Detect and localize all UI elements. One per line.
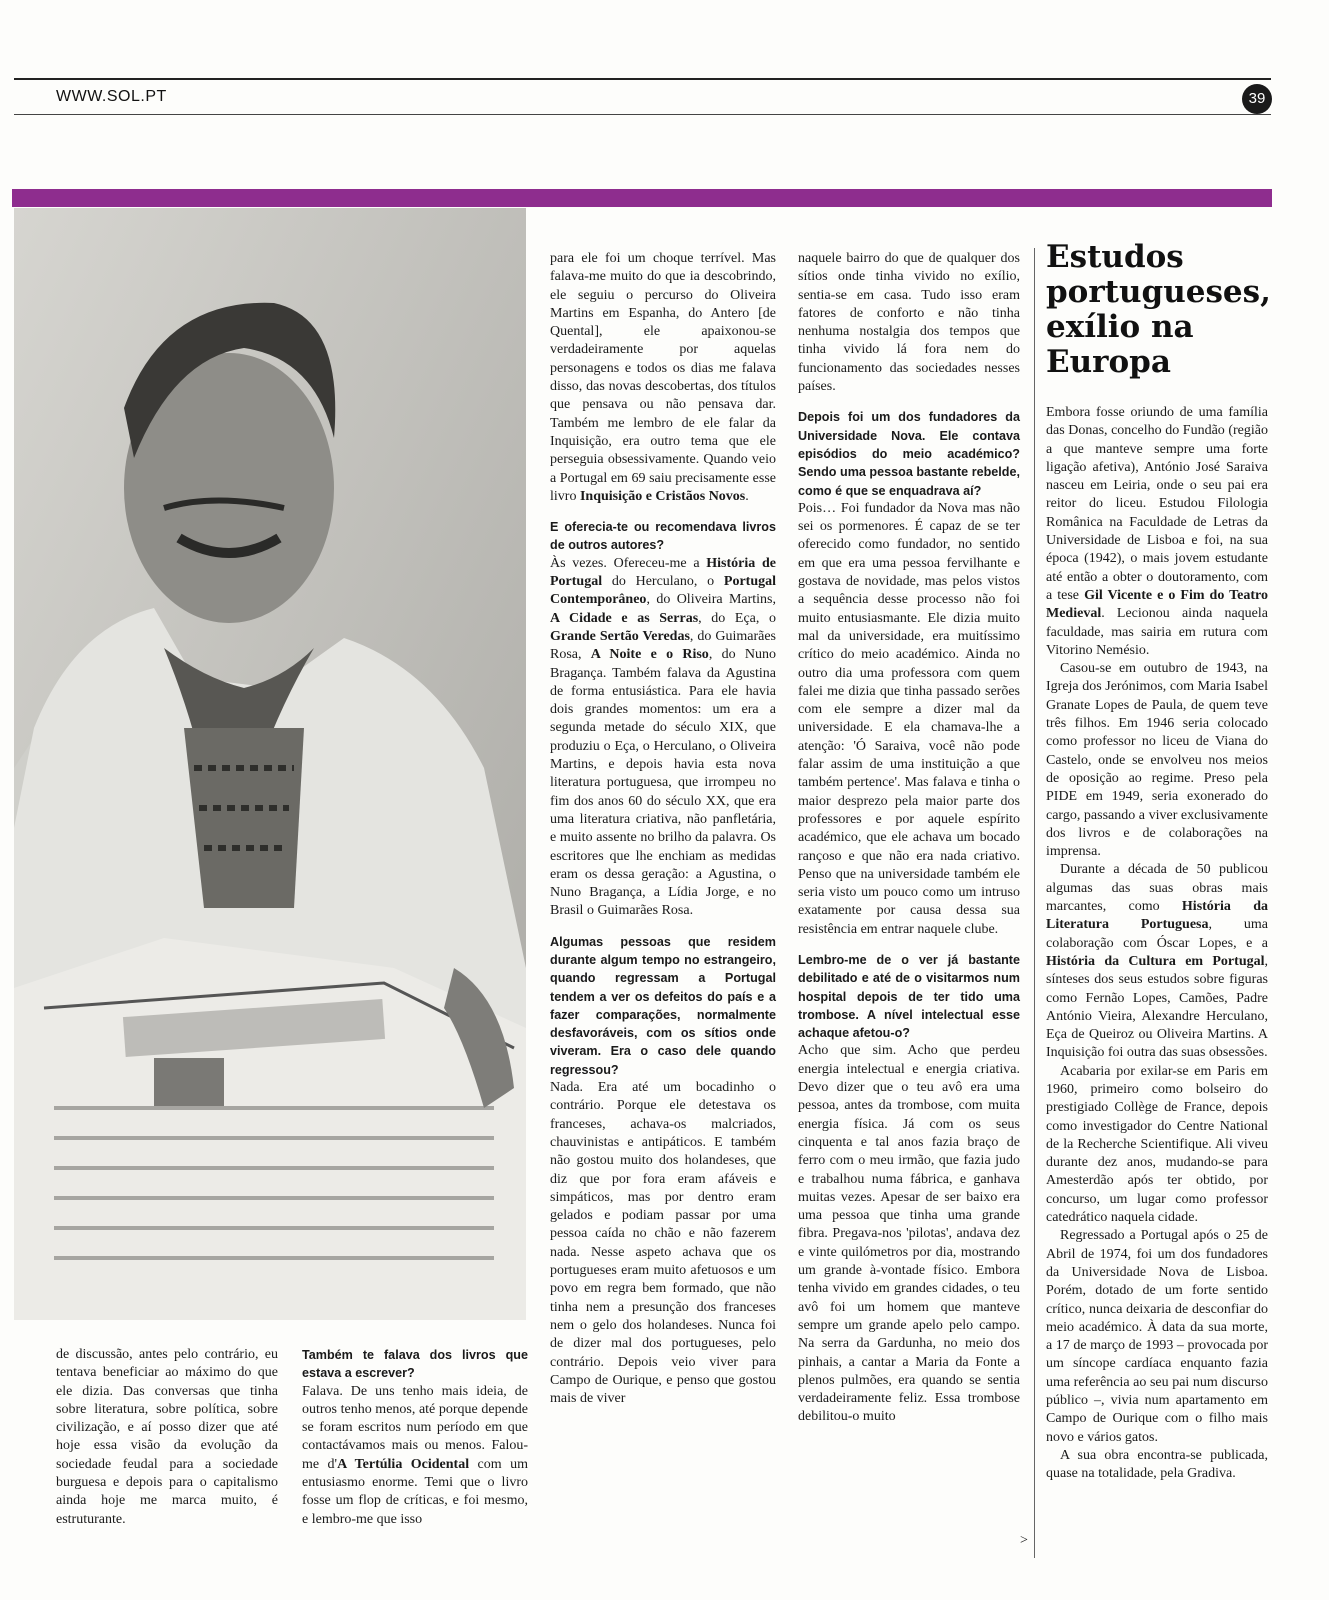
- article-column-4: [798, 250, 1020, 1427]
- interview-answer: Às vezes. Ofereceu-me a História de Portugal do Herculano, o Portugal Contemporâneo, do Oliveira Martins, A Cidade e as Serras, do Eça, o Grande Sertão Veredas, do Guimarães Rosa, A Noite e o Riso, do Nuno Bragança. Também falava da Agustina de forma entusiástica. Para ele havia dois grandes momentos: um era a segunda metade do século XIX, que produziu o Eça, o Herculano, o Oliveira Martins, e depois havia esta nova literatura portuguesa, que irrompeu no fim dos anos 60 do século XX, que era uma literatura criativa, não panfletária, e muito assente no brilho da palavra. Os escritores que lhe enchiam as medidas eram os dessa geração: a Agustina, o Nuno Bragança, a Lídia Jorge, e no Brasil o Guimarães Rosa.: [550, 555, 776, 919]
- sidebar-paragraph: A sua obra encontra-se publicada, quase na totalidade, pela Gradiva.: [1046, 1447, 1268, 1482]
- sidebar-paragraph: Regressado a Portugal após o 25 de Abril de 1974, foi um dos fundadores da Universidade Nova de Lisboa. Porém, dotado de um forte sentido crítico, nunca deixaria de desconfiar do meio académico. À data da sua morte, a 17 de março de 1993 – provocada por um síncope cardíaca enquanto fazia uma referência ao seu pai num discurso público –, vivia num apartamento em Campo de Ourique com o filho mais novo e vários gatos.: [1046, 1228, 1268, 1445]
- interview-question: Também te falava dos livros que estava a escrever?: [302, 1348, 528, 1381]
- book-title: A Tertúlia Ocidental: [337, 1456, 470, 1472]
- interview-question: Lembro-me de o ver já bastante debilitado e até de o visitarmos num hospital depois de ter tido uma trombose. A nível intelectual esse achaque afetou-o?: [798, 952, 1020, 1041]
- article-paragraph: para ele foi um choque terrível. Mas falava-me muito do que ia descobrindo, ele seguiu o percurso do Oliveira Martins em Espanha, do Antero [de Quental], ele apaixonou-se verdadeiramente por aquelas personagens e todos os dias me falava disso, das novas descobertas, dos títulos que pensava ou não pensava dar. Também me lembro de ele falar da Inquisição, era outro tema que ele perseguia obsessivamente. Quando veio a Portugal em 69 saiu precisamente esse livro Inquisição e Cristãos Novos.: [550, 251, 776, 504]
- article-column-3: [550, 250, 776, 1408]
- article-column-1: [56, 1346, 278, 1529]
- photo-man-reading-newspaper-icon: [14, 208, 526, 1320]
- article-paragraph: de discussão, antes pelo contrário, eu tentava beneficiar ao máximo do que ele dizia. Das conversas que tinha sobre literatura, sobre política, sobre civilização, e aí posso dizer que até hoje essa visão da evolução da sociedade feudal para a sociedade burguesa e depois para o capitalismo ainda hoje me marca muito, é estruturante.: [56, 1347, 278, 1527]
- page-number-badge: 39: [1242, 84, 1272, 114]
- book-title: Inquisição e Cristãos Novos: [579, 488, 746, 504]
- section-accent-bar: [12, 189, 1272, 207]
- interview-question: Depois foi um dos fundadores da Universidade Nova. Ele contava episódios do meio académico? Sendo uma pessoa bastante rebelde, como é que se enquadrava aí?: [798, 410, 1020, 498]
- sidebar-paragraph: Acabaria por exilar-se em Paris em 1960, primeiro como bolseiro do prestigiado Collège de France, depois como investigador do Centre National de la Recherche Scientifique. Ali viveu durante dez anos, mudando-se para Amesterdão após ter obtido, por concurso, um lugar como professor catedrático naquela cidade.: [1046, 1063, 1268, 1226]
- interview-answer: Pois… Foi fundador da Nova mas não sei os pormenores. É capaz de se ter oferecido como fundador, no sentido em que era uma pessoa fervilhante e gostava de novidade, mas pelos vistos a sequência desse processo não foi muito entusiasmante. Ele dizia muito mal da universidade, era muitíssimo crítico do meio académico. Ainda no outro dia uma professora com quem falei me dizia que tinha passado serões com ele sempre a dizer mal da universidade. E ela chamava-lhe a atenção: 'Ó Saraiva, você não pode falar assim de uma instituição a que também pertence'. Mas falava e tinha o maior desprezo pela maior parte dos professores e por aquele espírito académico, que ele achava um bocado rançoso e que não era nada criativo. Penso que na universidade também ele seria visto um pouco como um intruso exatamente por causa dessa sua resistência em entrar naquele clube.: [798, 500, 1020, 937]
- sidebar-paragraph: Embora fosse oriundo de uma família das Donas, concelho do Fundão (região a que manteve sempre uma forte ligação afetiva), António José Saraiva nasceu em Leiria, onde o seu pai era reitor do liceu. Estudou Filologia Românica na Faculdade de Letras da Universidade de Lisboa e foi, na sua época (1942), o mais jovem estudante até então a obter o doutoramento, com a tese Gil Vicente e o Fim do Teatro Medieval. Lecionou ainda naquela faculdade, mas sairia em rutura com Vitorino Nemésio.: [1046, 405, 1268, 658]
- sidebar-paragraph: Durante a década de 50 publicou algumas das suas obras mais marcantes, como História da Literatura Portuguesa, uma colaboração com Óscar Lopes, e a História da Cultura em Portugal, sínteses dos seus estudos sobre figuras como Fernão Lopes, Camões, Padre António Vieira, Alexandre Herculano, Eça de Queiroz ou Oliveira Martins. A Inquisição foi outra das suas obsessões.: [1046, 862, 1268, 1061]
- sidebar-column: [1046, 404, 1268, 1484]
- site-url: WWW.SOL.PT: [56, 88, 167, 105]
- article-paragraph: naquele bairro do que de qualquer dos sítios onde tinha vivido no exílio, sentia-se em casa. Tudo isso eram fatores de conforto e não tinha nenhuma nostalgia dos tempos que tinha vivido lá fora nem do funcionamento das sociedades nesses países.: [798, 251, 1020, 395]
- sidebar-headline: Estudos portugueses, exílio na Europa: [1046, 239, 1271, 380]
- header-rule-top: [14, 78, 1271, 80]
- header-rule-bottom: [14, 114, 1271, 115]
- article-column-2: [302, 1346, 528, 1529]
- continue-arrow-icon: >: [1020, 1533, 1028, 1548]
- sidebar-divider: [1034, 248, 1035, 1558]
- interview-answer: Nada. Era até um bocadinho o contrário. Porque ele detestava os franceses, achava-os malcriados, chauvinistas e antipáticos. E também não gostou muito dos holandeses, que diz que por fora eram afáveis e simpáticos, mas por dentro eram gelados e podiam passar por uma pessoa caída no chão e não fazerem nada. Nesse aspeto achava que os portugueses eram muito afetuosos e um povo em regra bem formado, que não tinha nem a presunção dos franceses nem o gelo dos holandeses. Nunca foi de dizer mal dos portugueses, pelo contrário. Depois veio viver para Campo de Ourique, e penso que gostou mais de viver: [550, 1080, 776, 1407]
- sidebar-paragraph: Casou-se em outubro de 1943, na Igreja dos Jerónimos, com Maria Isabel Granate Lopes de Paula, de quem teve três filhos. Em 1946 seria colocado como professor no liceu de Viana do Castelo, onde se envolveu nos meios de oposição ao regime. Preso pela PIDE em 1949, seria exonerado do cargo, passando a viver exclusivamente dos livros e de colaborações na imprensa.: [1046, 661, 1268, 860]
- interview-question: Algumas pessoas que residem durante algum tempo no estrangeiro, quando regressam a Portugal tendem a ver os defeitos do país e a fazer comparações, normalmente desfavoráveis, com os sítios onde viveram. Era o caso dele quando regressou?: [550, 934, 776, 1077]
- interview-answer: Acho que sim. Acho que perdeu energia intelectual e energia criativa. Devo dizer que o teu avô era uma pessoa, antes da trombose, com muita energia física. Já com os seus cinquenta e tal anos fazia braço de ferro com o meu irmão, que fazia judo e trabalhou numa fábrica, e ganhava muitas vezes. Apesar de ser baixo era uma pessoa que tinha uma grande fibra. Pregava-nos 'pilotas', andava dez e vinte quilómetros por dia, mostrando um grande à-vontade físico. Embora tenha vivido em grandes cidades, o teu avô foi um homem que manteve sempre um grande apelo pelo campo. Na serra da Gardunha, no meio dos pinhais, a cantar a Maria da Fonte a plenos pulmões, era quando se sentia verdadeiramente feliz. Essa trombose debilitou-o muito: [798, 1043, 1020, 1425]
- interview-question: E oferecia-te ou recomendava livros de outros autores?: [550, 520, 776, 553]
- interview-answer: Falava. De uns tenho mais ideia, de outros tenho menos, até porque depende se foram escritos num período em que contactávamos mais ou menos. Falou-me d'A Tertúlia Ocidental com um entusiasmo enorme. Temi que o livro fosse um flop de críticas, e foi mesmo, e lembro-me que isso: [302, 1383, 528, 1527]
